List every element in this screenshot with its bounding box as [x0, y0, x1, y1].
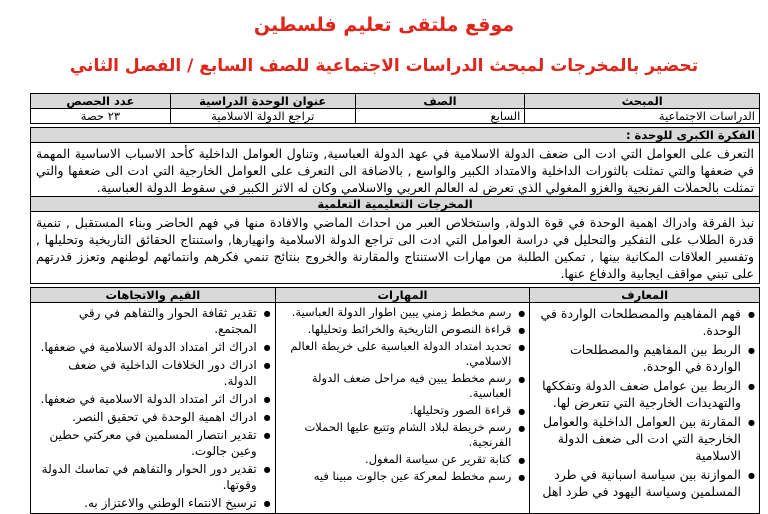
- list-item: ● كتابة تقرير عن سياسة المغول.: [280, 452, 512, 467]
- list-item: ● رسم مخطط يبين فيه مراحل ضعف الدولة العباسية.: [280, 371, 512, 401]
- header-values: القيم والاتجاهات: [31, 288, 276, 303]
- list-item: ● ترسيخ الانتماء الوطني والاعتزاز به.: [35, 495, 257, 511]
- outcomes-heading: المخرجات التعليمية التعلمية: [31, 197, 759, 212]
- list-item: ● قراءة النصوص التاريخية والخرائط وتحليلها.: [280, 322, 512, 337]
- big-idea-text: التعرف على العوامل التي ادت الى ضعف الدولة الاسلامية في عهد الدولة العباسية, وتناول العوامل الداخلية كأحد الاسباب الاساسية المهمة في ضعفها والتي تمثلت بالثورات الداخلية والامتداد الكبير والواسع , بالاضافة الى التعرف على العوامل الخارجية التي ادت الى ضعفها والتي تمثلت بالحملات الفرنجية والغزو المغولي الذي تعرض له العالم العربي والاسلامي وكان له الاثر الكبير في سقوط الدولة العباسية.: [36, 146, 754, 195]
- list-item: ● تقدير ثقافة الحوار والتفاهم في رقي المجتمع.: [35, 305, 257, 337]
- list-item: ● ادراك اثر امتداد الدولة الاسلامية في ضعفها.: [35, 391, 257, 407]
- meta-grade: السابع: [355, 109, 525, 124]
- outcomes-columns-table: [30, 287, 760, 514]
- meta-subject: الدراسات الاجتماعية: [525, 109, 760, 124]
- meta-header-periods: عدد الحصص: [31, 94, 171, 109]
- values-column: [31, 303, 276, 514]
- skills-column: [275, 303, 530, 514]
- list-item: ● تقدير انتصار المسلمين في معركتي حطين وعين جالوت.: [35, 427, 257, 459]
- list-item: ● الربط بين المفاهيم والمصطلحات الواردة في الوحدة.: [534, 341, 741, 375]
- meta-header-subject: المبحث: [525, 94, 760, 109]
- list-item: ● ادراك اثر امتداد الدولة الاسلامية في ضعفها.: [35, 339, 257, 355]
- list-item: ● رسم مخطط لمعركة عين جالوت مبينا فيه: [280, 469, 512, 484]
- meta-header-unit: عنوان الوحدة الدراسية: [170, 94, 355, 109]
- meta-table: [30, 93, 760, 124]
- list-item: ● المقارنة بين العوامل الداخلية والعوامل الخارجية التي ادت الى ضعف الدولة الاسلامية: [534, 413, 741, 464]
- list-item: ● رسم مخطط زمني يبين اطوار الدولة العباسية.: [280, 305, 512, 320]
- meta-unit: تراجع الدولة الاسلامية: [170, 109, 355, 124]
- document-title: تحضير بالمخرجات لمبحث الدراسات الاجتماعية للصف السابع / الفصل الثاني: [69, 56, 699, 76]
- meta-periods: ٢٣ حصة: [31, 109, 171, 124]
- knowledge-column: [530, 303, 760, 514]
- list-item: ● ادراك اهمية الوحدة في تحقيق النصر.: [35, 409, 257, 425]
- big-idea-section: [30, 127, 760, 198]
- list-item: ● تحديد امتداد الدولة العباسية على خريطة العالم الاسلامي.: [280, 339, 512, 369]
- outcomes-text: نبذ الفرقة وادراك اهمية الوحدة في قوة الدولة, واستخلاص العبر من احداث الماضي والافادة منها في فهم الحاضر وبناء المستقبل , تنمية قدرة الطلاب على التفكير والتحليل في دراسة العوامل التي ادت الى تراجع الدولة الاسلامية وانهيارها, واستنتاج الحقائق التاريخية وتحليلها , وتفسير العلاقات المكانية بينها , تمكين الطلبة من مهارات الاستنتاج والمقارنة والخروج بنتائج تنمي فكرهم وانتمائهم لوطنهم وتعزز قدرتهم على تبني مواقف ايجابية والدفاع عنها.: [36, 215, 754, 281]
- list-item: ● الموازنة بين سياسة اسبانية في طرد المسلمين وسياسة اليهود في طرد اهل: [534, 466, 741, 500]
- list-item: ● فهم المفاهيم والمصطلحات الواردة في الوحدة.: [534, 305, 741, 339]
- outcomes-section: [30, 196, 760, 284]
- list-item: ● ادراك دور الخلافات الداخلية في ضعف الدولة.: [35, 357, 257, 389]
- header-skills: المهارات: [275, 288, 530, 303]
- big-idea-heading: الفكرة الكبرى للوحدة :: [31, 128, 759, 143]
- list-item: ● الربط بين عوامل ضعف الدولة وتفككها والتهديدات الخارجية التي تتعرض لها.: [534, 377, 741, 411]
- list-item: ● قراءة الصور وتحليلها.: [280, 403, 512, 418]
- meta-header-grade: الصف: [355, 94, 525, 109]
- list-item: ● رسم خريطة لبلاد الشام وتتبع عليها الحملات الفرنجية.: [280, 420, 512, 450]
- site-title: موقع ملتقى تعليم فلسطين: [253, 14, 515, 36]
- header-knowledge: المعارف: [530, 288, 760, 303]
- list-item: ● تقدير دور الحوار والتفاهم في تماسك الدولة وقوتها.: [35, 461, 257, 493]
